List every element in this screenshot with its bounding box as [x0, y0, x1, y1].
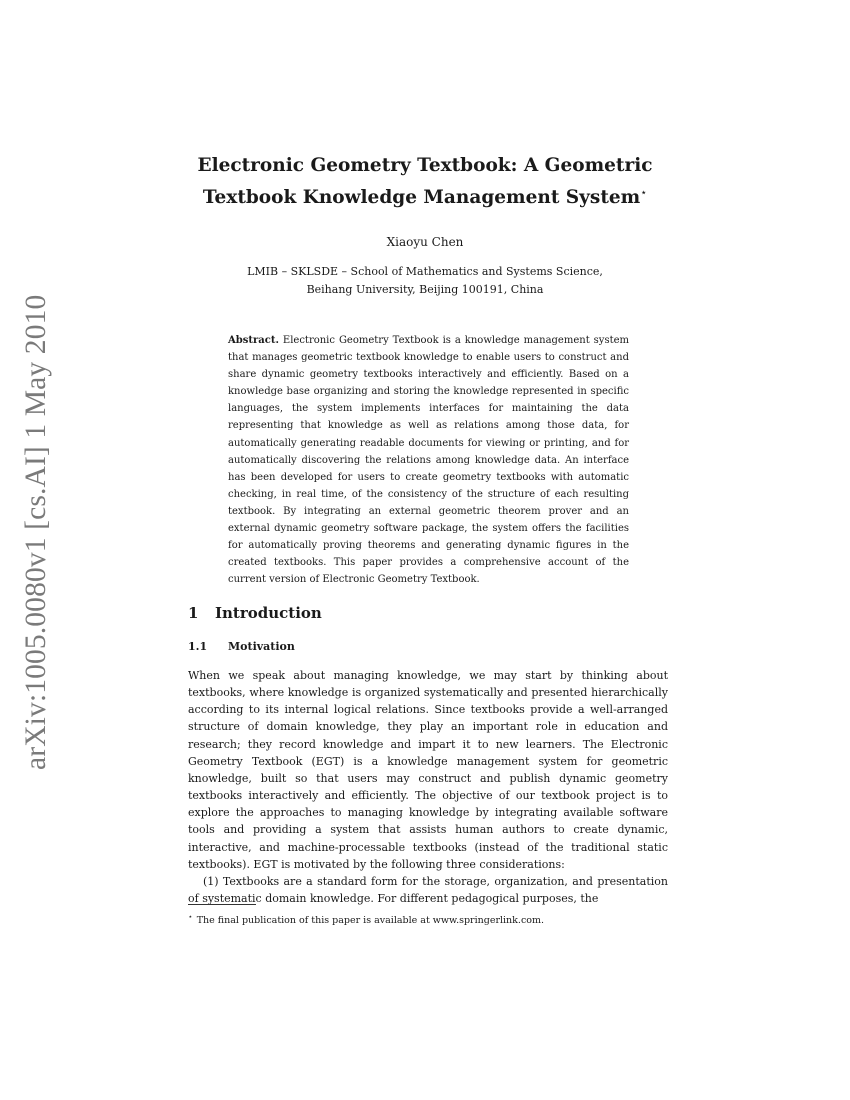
title-footnote-mark: ⋆ [640, 186, 648, 199]
section-number: 1 [188, 604, 199, 622]
abstract [228, 332, 629, 588]
affiliation-line-1: LMIB – SKLSDE – School of Mathematics and Systems Science, [247, 265, 603, 278]
paper-title [140, 152, 710, 211]
paragraph: When we speak about managing knowledge, we may start by thinking about textbooks, where knowledge is organized systematically and presented hierarchically according to its internal logical relations. Since textbooks provide a well-arranged structure of domain knowledge, they play an important role in education and research; they record knowledge and impart it to new learners. The Electronic Geometry Textbook (EGT) is a knowledge management system for geometric knowledge, built so that users may construct and publish dynamic geometry textbooks interactively and efficiently. The objective of our textbook project is to explore the approaches to managing knowledge by integrating available software tools and providing a system that assists human authors to create dynamic, interactive, and machine-processable textbooks (instead of the traditional static textbooks). EGT is motivated by the following three considerations: [188, 669, 668, 871]
section-heading [188, 604, 322, 622]
title-line-1: Electronic Geometry Textbook: A Geometric [197, 155, 653, 176]
section-title: Introduction [215, 604, 322, 622]
paragraph: (1) Textbooks are a standard form for the storage, organization, and presentation of systematic domain knowledge. For different pedagogical purposes, the [188, 874, 668, 906]
affiliation-line-2: Beihang University, Beijing 100191, China [306, 283, 544, 296]
subsection-title: Motivation [228, 640, 295, 653]
subsection-number: 1.1 [188, 640, 208, 653]
footnote-divider [188, 904, 256, 905]
author-name: Xiaoyu Chen [386, 235, 464, 249]
author-affiliation [140, 263, 710, 299]
subsection-heading [188, 640, 295, 653]
arxiv-identifier-stamp: arXiv:1005.0080v1 [cs.AI] 1 May 2010 [20, 294, 52, 770]
footnote-text: The final publication of this paper is available at www.springerlink.com. [196, 915, 545, 926]
abstract-label: Abstract. [228, 335, 279, 346]
footnote [188, 910, 544, 928]
abstract-text: Electronic Geometry Textbook is a knowledge management system that manages geometric textbook knowledge to enable users to construct and share dynamic geometry textbooks interactively and efficiently. Based on a knowledge base organizing and storing the knowledge represented in specific languages, the system implements interfaces for maintaining the data representing that knowledge as well as relations among those data, for automatically generating readable documents for viewing or printing, and for automatically discovering the relations among knowledge data. An interface has been developed for users to create geometry textbooks with automatic checking, in real time, of the consistency of the structure of each resulting textbook. By integrating an external geometric theorem prover and an external dynamic geometry software package, the system offers the facilities for automatically proving theorems and generating dynamic figures in the created textbooks. This paper provides a comprehensive account of the current version of Electronic Geometry Textbook. [228, 335, 630, 586]
body-text [188, 667, 668, 907]
footnote-mark: ⋆ [188, 912, 193, 921]
title-line-2: Textbook Knowledge Management System [202, 187, 641, 208]
